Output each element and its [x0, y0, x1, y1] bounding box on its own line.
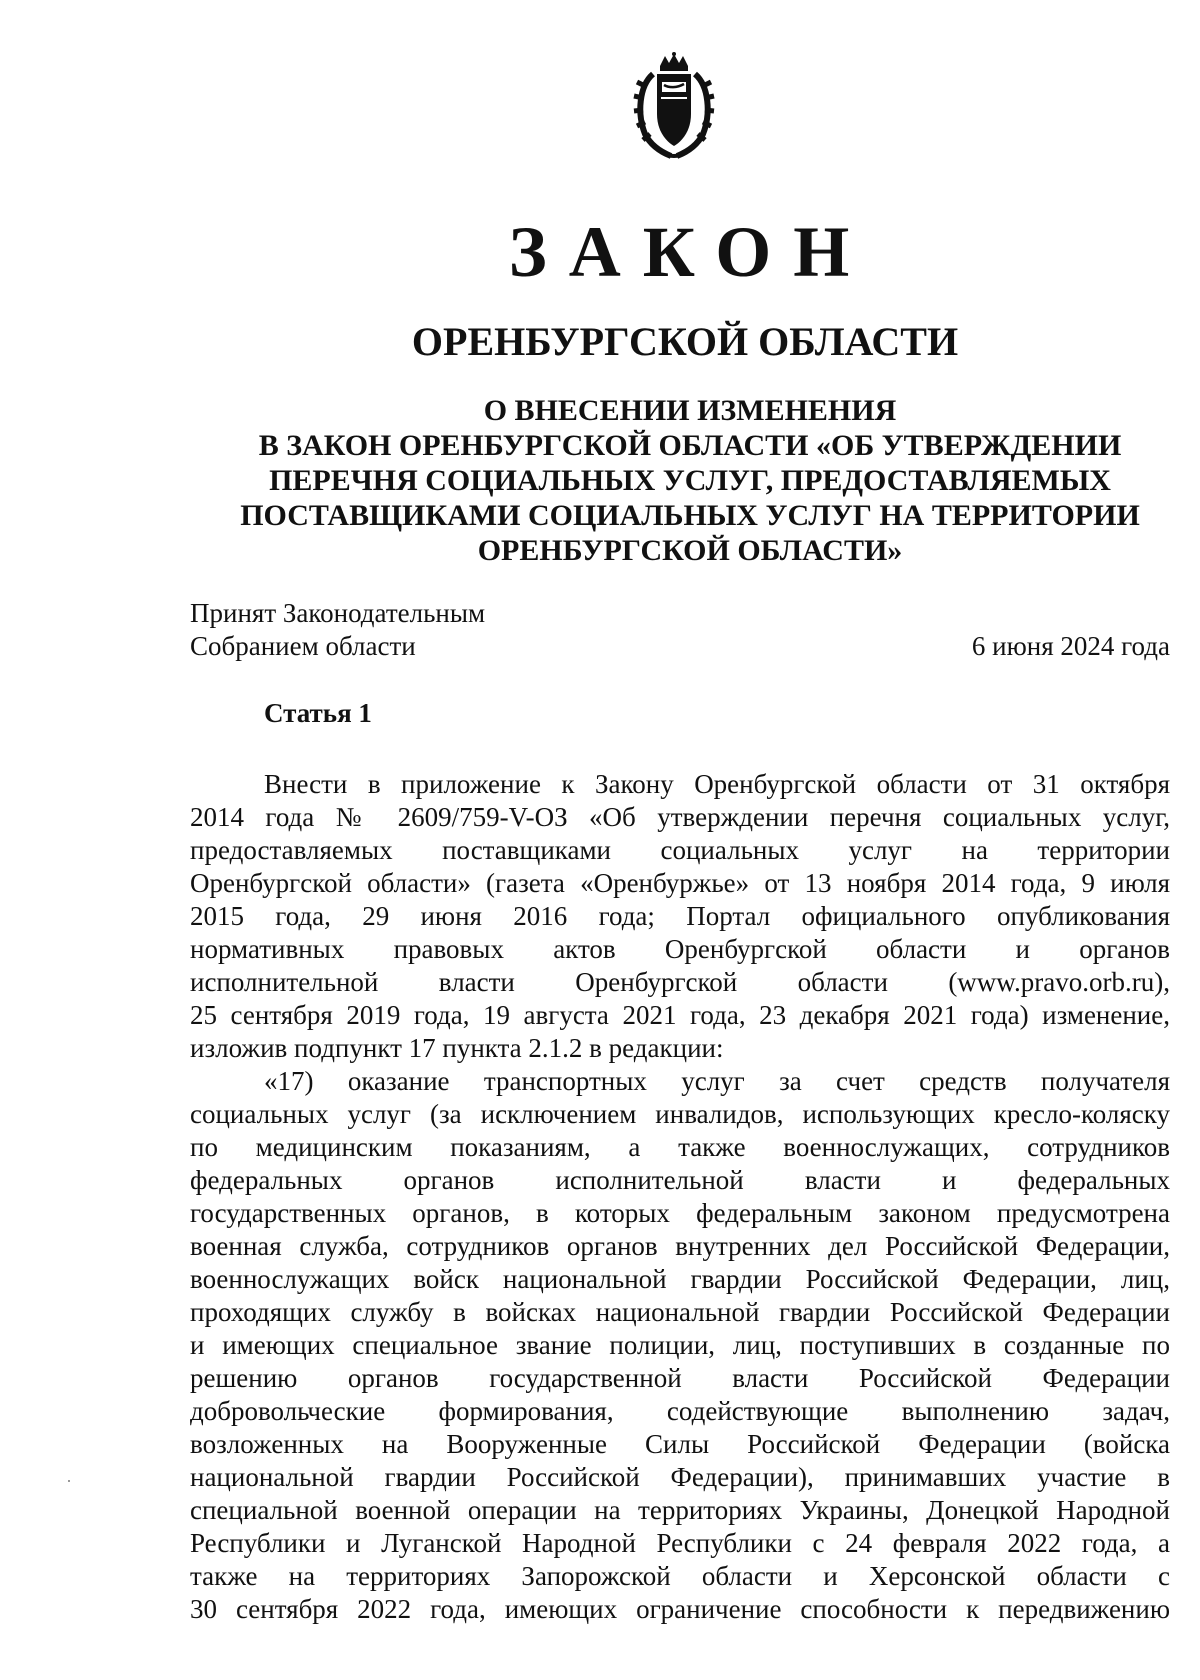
text-line: военнослужащих войск национальной гвардии Российской Федерации, лиц, — [190, 1264, 1170, 1294]
heading-line: ПЕРЕЧНЯ СОЦИАЛЬНЫХ УСЛУГ, ПРЕДОСТАВЛЯЕМЫХ — [269, 464, 1111, 497]
text-line: специальной военной операции на территориях Украины, Донецкой Народной — [190, 1495, 1170, 1525]
adoption-block — [190, 597, 1170, 663]
heading-line: В ЗАКОН ОРЕНБУРГСКОЙ ОБЛАСТИ «ОБ УТВЕРЖДЕНИИ — [258, 429, 1122, 462]
text-line: Республики и Луганской Народной Республики с 24 февраля 2022 года, а — [190, 1528, 1170, 1558]
adoption-body-line: Принят Законодательным — [190, 598, 486, 628]
coat-of-arms-icon — [631, 52, 717, 160]
text-line: нормативных правовых актов Оренбургской области и органов — [190, 934, 1170, 964]
scan-speck — [68, 1480, 70, 1482]
text-line: возложенных на Вооруженные Силы Российской Федерации (войска — [190, 1429, 1170, 1459]
region-title: ОРЕНБУРГСКОЙ ОБЛАСТИ — [411, 319, 959, 364]
text-line: 30 сентября 2022 года, имеющих ограничение способности к передвижению — [190, 1594, 1170, 1624]
law-subject-heading — [200, 393, 1180, 568]
text-line: Внести в приложение к Закону Оренбургской области от 31 октября — [264, 769, 1170, 799]
adoption-body-line: Собранием области — [190, 631, 416, 661]
text-line: также на территориях Запорожской области и Херсонской области с — [190, 1561, 1170, 1591]
text-line: решению органов государственной власти Российской Федерации — [190, 1363, 1170, 1393]
text-line: и имеющих специальное звание полиции, лиц, поступивших в созданные по — [190, 1330, 1170, 1360]
text-line: государственных органов, в которых федеральным законом предусмотрена — [190, 1198, 1170, 1228]
text-line: проходящих службу в войсках национальной гвардии Российской Федерации — [190, 1297, 1170, 1327]
text-line: 2015 года, 29 июня 2016 года; Портал официального опубликования — [190, 901, 1170, 931]
text-line: исполнительной власти Оренбургской области (www.pravo.orb.ru), — [190, 967, 1170, 997]
heading-line: ПОСТАВЩИКАМИ СОЦИАЛЬНЫХ УСЛУГ НА ТЕРРИТОРИИ — [240, 499, 1140, 532]
text-line: федеральных органов исполнительной власти и федеральных — [190, 1165, 1170, 1195]
text-line: «17) оказание транспортных услуг за счет средств получателя — [264, 1066, 1170, 1096]
text-line: социальных услуг (за исключением инвалидов, использующих кресло-коляску — [190, 1099, 1170, 1129]
adoption-date: 6 июня 2024 года — [971, 631, 1170, 661]
text-line: Оренбургской области» (газета «Оренбуржье» от 13 ноября 2014 года, 9 июля — [190, 868, 1170, 898]
heading-line: ОРЕНБУРГСКОЙ ОБЛАСТИ» — [477, 534, 903, 567]
text-line: изложив подпункт 17 пункта 2.1.2 в редакции: — [190, 1033, 724, 1063]
article-title: Статья 1 — [264, 698, 372, 728]
text-line: национальной гвардии Российской Федерации), принимавших участие в — [190, 1462, 1170, 1492]
text-line: по медицинским показаниям, а также военнослужащих, сотрудников — [190, 1132, 1170, 1162]
text-line: 2014 года № 2609/759-V-ОЗ «Об утверждении перечня социальных услуг, — [190, 802, 1170, 832]
text-line: 25 сентября 2019 года, 19 августа 2021 года, 23 декабря 2021 года) изменение, — [190, 1000, 1170, 1030]
text-line: добровольческие формирования, содействующие выполнению задач, — [190, 1396, 1170, 1426]
heading-line: О ВНЕСЕНИИ ИЗМЕНЕНИЯ — [483, 394, 897, 427]
text-line: военная служба, сотрудников органов внутренних дел Российской Федерации, — [190, 1231, 1170, 1261]
law-title: ЗАКОН — [508, 212, 872, 292]
text-line: предоставляемых поставщиками социальных услуг на территории — [190, 835, 1170, 865]
